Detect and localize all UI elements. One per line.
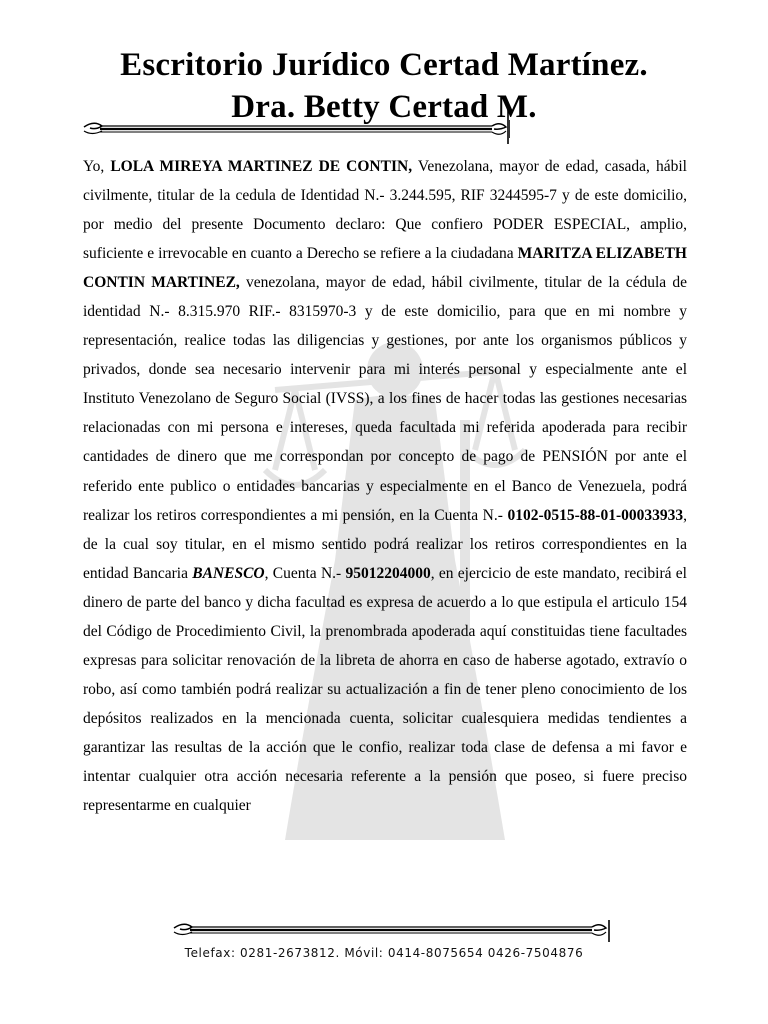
letterhead [0, 44, 768, 128]
attorney-in-fact-name: MARITZA ELIZABETH CONTIN MARTINEZ, [83, 245, 687, 292]
text-segment: venezolana, mayor de edad, hábil civilmente, titular de la cédula de identidad N.- 8.315.970 RIF.- 8315970-3 y de este domicilio, para que en mi nombre y representación, realice todas las diligencias y gestiones, por ante los organismos públicos y privados, donde sea necesario intervenir para mi interés personal y especialmente ante el Instituto Venezolano de Seguro Social (IVSS), a los fines de hacer todas las gestiones necesarias relacionadas con mi persona e intereses, queda facultada mi referida apoderada para recibir cantidades de dinero que me correspondan por concepto de pago de PENSIÓN por ante el referido ente publico o entidades bancarias y especialmente en el Banco de Venezuela, podrá realizar los retiros correspondientes a mi pensión, en la Cuenta N.- [83, 274, 687, 524]
text-segment: , de la cual soy titular, en el mismo sentido podrá realizar los retiros correspondientes en la entidad Bancaria [83, 506, 687, 582]
contact-phones: Telefax: 0281-2673812. Móvil: 0414-8075654 0426-7504876 [184, 946, 584, 960]
top-divider-ornament [80, 118, 510, 140]
attorney-name: Dra. Betty Certad M. [231, 89, 537, 125]
bottom-divider-ornament [170, 918, 610, 944]
top-divider-bar [498, 108, 518, 144]
account-number-bdv: 0102-0515-88-01-00033933 [507, 506, 684, 524]
firm-name: Escritorio Jurídico Certad Martínez. [120, 47, 648, 83]
text-segment: Venezolana, mayor de edad, casada, hábil civilmente, titular de la cedula de Identidad N.- 3.244.595, RIF 3244595-7 y de este domicilio, por medio del presente Documento declaro: Que confiero PODER ESPECIAL, amplio, suficiente e irrevocable en cuanto a Derecho se refiere a la ciudadana [83, 158, 687, 263]
power-of-attorney-text [83, 152, 687, 820]
text-segment: , Cuenta N.- [264, 564, 346, 582]
contact-footer [0, 946, 768, 960]
grantor-name: LOLA MIREYA MARTINEZ DE CONTIN, [110, 158, 413, 175]
text-segment: Yo, [83, 158, 111, 175]
document-paragraph [83, 152, 687, 820]
text-segment: , en ejercicio de este mandato, recibirá el dinero de parte del banco y dicha facultad es expresa de acuerdo a lo que estipula el articulo 154 del Código de Procedimiento Civil, la prenombrada apoderada aquí constituidas tiene facultades expresas para solicitar renovación de la libreta de ahorra en caso de haberse agotado, extravío o robo, así como también podrá realizar su actualización a fin de tener pleno conocimiento de los depósitos realizados en la mencionada cuenta, solicitar cualesquiera medidas tendientes a garantizar las resultas de la acción que le confio, realizar toda clase de defensa a mi favor e intentar cualquier otra acción necesaria referente a la pensión que poseo, si fuere preciso representarme en cualquier [83, 564, 687, 815]
account-number-banesco: 95012204000 [345, 564, 431, 582]
bank-name-banesco: BANESCO [192, 564, 265, 582]
